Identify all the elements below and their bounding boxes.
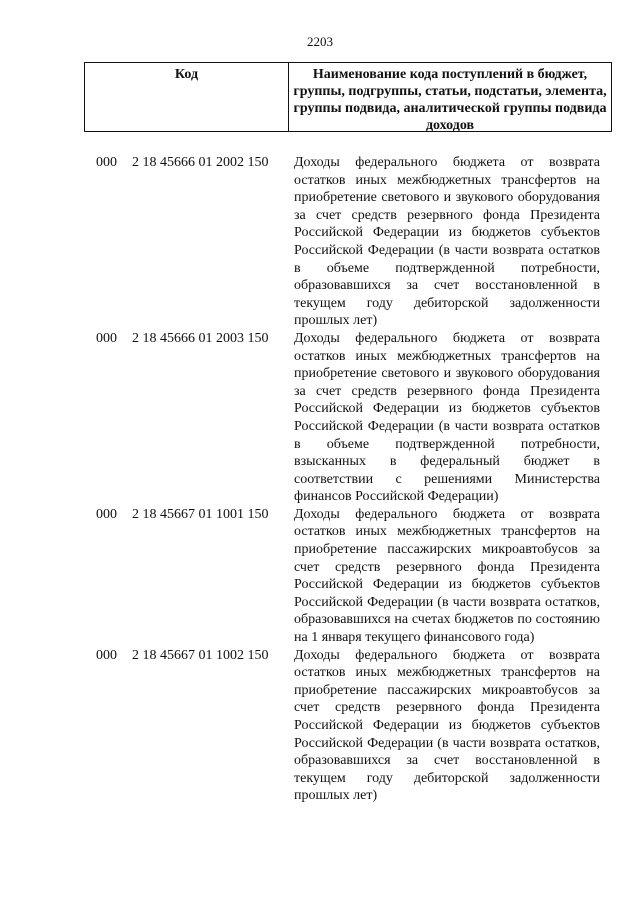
revenue-code: 2 18 45667 01 1002 150 xyxy=(132,647,269,663)
list-item xyxy=(0,330,640,506)
revenue-code: 2 18 45666 01 2002 150 xyxy=(132,155,269,170)
list-item xyxy=(0,154,640,330)
header-name-column: Наименование кода поступлений в бюджет, группы, подгруппы, статьи, подстатьи, элемента, группы подвида, аналитической группы подвида доходов xyxy=(293,67,607,133)
admin-code: 000 xyxy=(96,647,117,663)
revenue-description: Доходы федерального бюджета от возврата остатков иных межбюджетных трансфертов на приобретение пассажирских микроавтобусов за счет средств резервного фонда Президента Российской Федерации из бюджетов субъектов Российской Федерации (в части возврата остатков, образовавшихся за счет восстановленной в текущем году дебиторской задолженности прошлых лет) xyxy=(294,647,600,804)
page-number: 2203 xyxy=(307,34,333,49)
admin-code: 000 xyxy=(96,155,117,170)
header-code-column: Код xyxy=(85,63,289,131)
revenue-description: Доходы федерального бюджета от возврата остатков иных межбюджетных трансфертов на приобретение светового и звукового оборудования за счет средств резервного фонда Президента Российской Федерации из бюджетов субъектов Российской Федерации (в части возврата остатков в объеме подтвержденной потребности, взысканных в федеральный бюджет в соответствии с решениями Министерства финансов Российской Федерации) xyxy=(294,330,600,505)
table-header xyxy=(84,62,612,132)
revenue-description: Доходы федерального бюджета от возврата остатков иных межбюджетных трансфертов на приобретение светового и звукового оборудования за счет средств резервного фонда Президента Российской Федерации из бюджетов субъектов Российской Федерации (в части возврата остатков в объеме подтвержденной потребности, образовавшихся за счет восстановленной в текущем году дебиторской задолженности прошлых лет) xyxy=(294,155,600,329)
revenue-code: 2 18 45666 01 2003 150 xyxy=(132,330,269,346)
list-item xyxy=(0,506,640,647)
list-item xyxy=(0,647,640,805)
revenue-code: 2 18 45667 01 1001 150 xyxy=(132,506,269,522)
admin-code: 000 xyxy=(96,330,117,346)
entries-list xyxy=(0,154,640,805)
revenue-description: Доходы федерального бюджета от возврата остатков иных межбюджетных трансфертов на приобретение пассажирских микроавтобусов за счет средств резервного фонда Президента Российской Федерации из бюджетов субъектов Российской Федерации (в части возврата остатков, образовавшихся на счетах бюджетов по состоянию на 1 января текущего финансового года) xyxy=(294,506,600,646)
admin-code: 000 xyxy=(96,506,117,522)
